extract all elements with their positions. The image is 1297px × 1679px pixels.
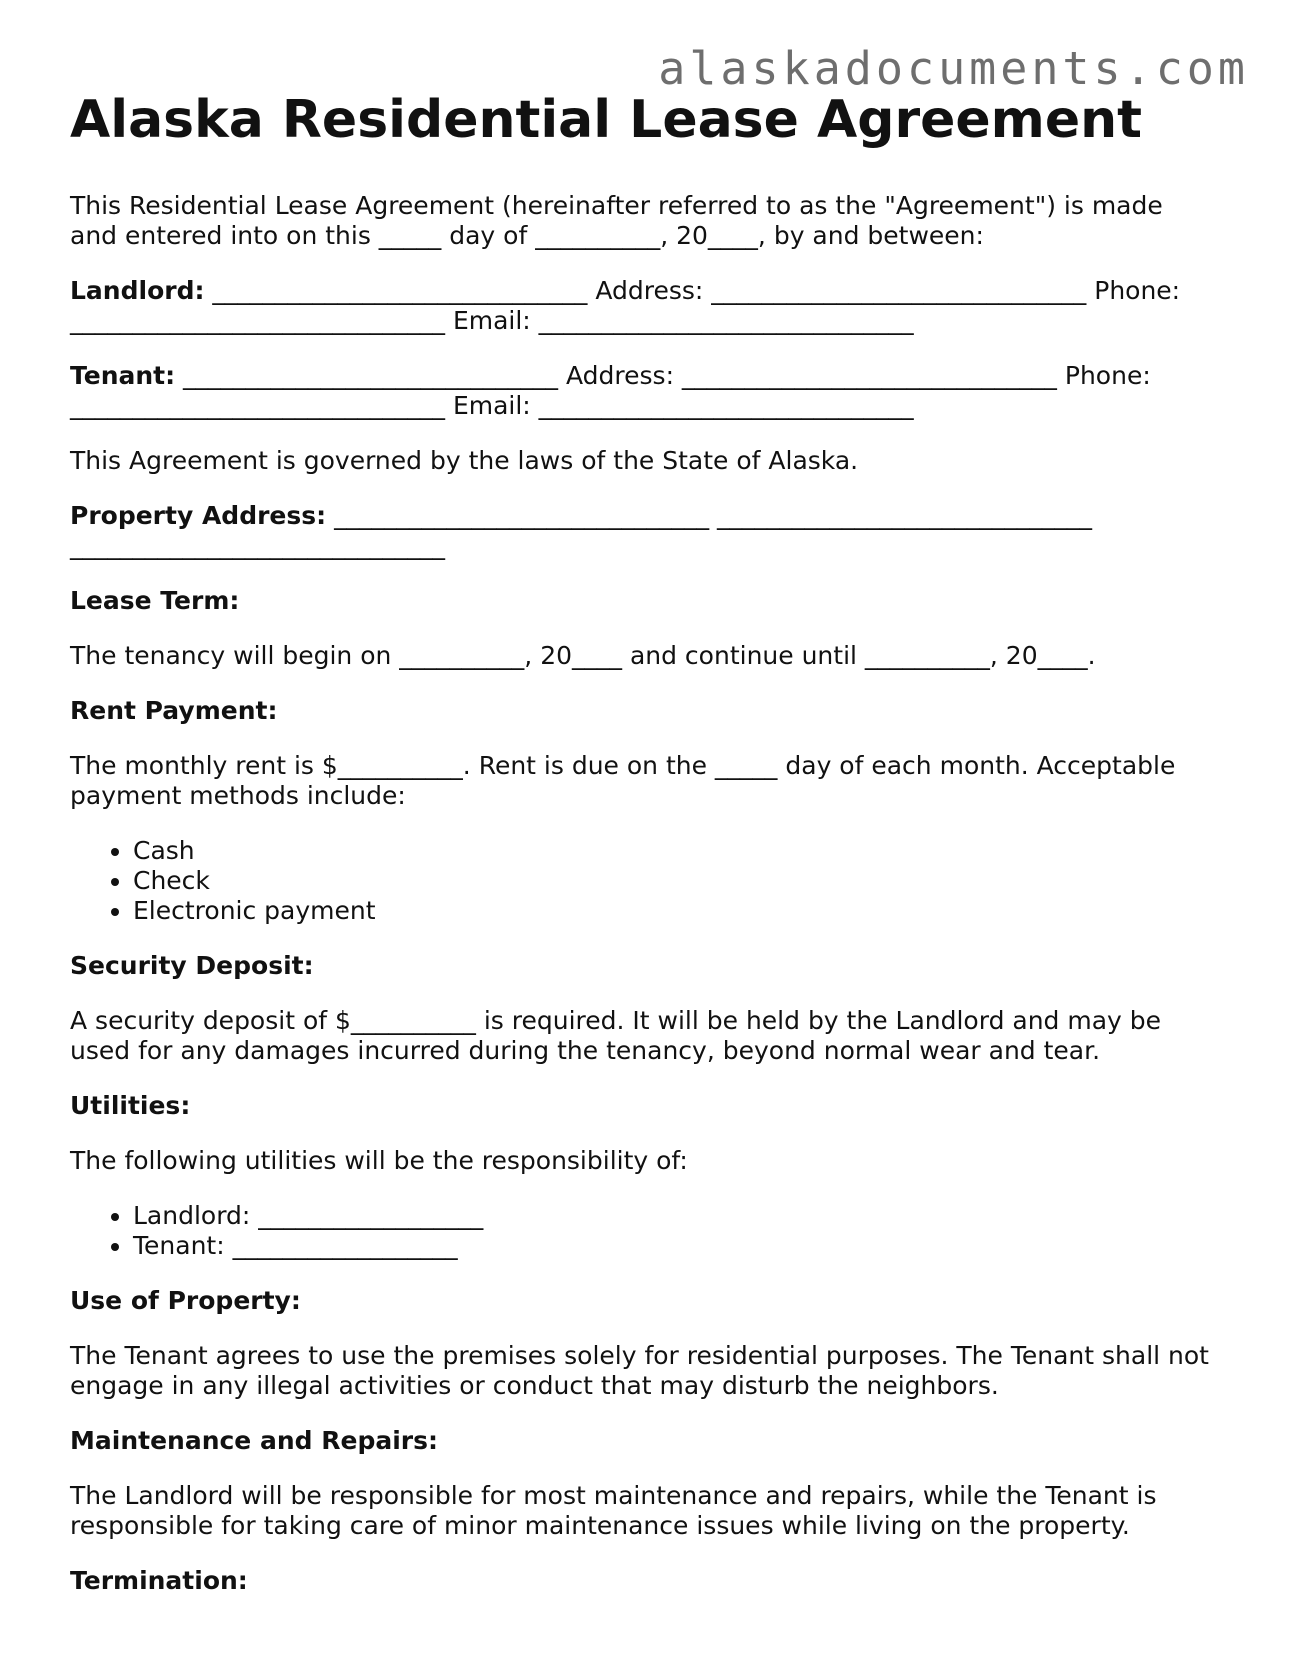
intro-line-2: and entered into on this _____ day of __________, 20____, by and between:	[70, 221, 984, 250]
intro-line-1: This Residential Lease Agreement (hereinafter referred to as the "Agreement") is made	[70, 191, 1163, 220]
document-title: Alaska Residential Lease Agreement	[70, 90, 1142, 150]
rent-paragraph	[70, 751, 1235, 811]
use-heading: Use of Property:	[70, 1286, 301, 1315]
list-item: • Electronic payment	[133, 896, 1235, 926]
deposit-line-2: used for any damages incurred during the tenancy, beyond normal wear and tear.	[70, 1036, 1101, 1065]
rent-heading: Rent Payment:	[70, 696, 278, 725]
site-watermark: alaskadocuments.com	[658, 42, 1249, 95]
landlord-fields-line-1: ______________________________ Address: ______________________________ Phone:	[204, 276, 1181, 305]
deposit-line-1: A security deposit of $__________ is required. It will be held by the Landlord and may be	[70, 1006, 1162, 1035]
tenant-fields-line-1: ______________________________ Address: ______________________________ Phone:	[175, 361, 1151, 390]
landlord-label: Landlord:	[70, 276, 205, 305]
list-item: • Cash	[133, 836, 1235, 866]
document-page	[70, 85, 1235, 1621]
landlord-block	[70, 276, 1235, 336]
payment-methods-list	[70, 836, 1235, 926]
deposit-paragraph	[70, 1006, 1235, 1066]
rent-line-2: payment methods include:	[70, 781, 406, 810]
landlord-fields-line-2: ______________________________ Email: ______________________________	[70, 306, 914, 335]
deposit-heading: Security Deposit:	[70, 951, 314, 980]
termination-heading: Termination:	[70, 1566, 248, 1595]
utilities-heading: Utilities:	[70, 1091, 191, 1120]
list-item: • Landlord: __________________	[133, 1201, 1235, 1231]
rent-line-1: The monthly rent is $__________. Rent is due on the _____ day of each month. Acceptable	[70, 751, 1176, 780]
use-line-1: The Tenant agrees to use the premises solely for residential purposes. The Tenant shall not	[70, 1341, 1209, 1370]
list-item: • Check	[133, 866, 1235, 896]
tenant-fields-line-2: ______________________________ Email: ______________________________	[70, 391, 914, 420]
list-item: • Tenant: __________________	[133, 1231, 1235, 1261]
tenant-block	[70, 361, 1235, 421]
utilities-text: The following utilities will be the responsibility of:	[70, 1146, 688, 1175]
property-address-line-1: ______________________________ ______________________________	[326, 501, 1093, 530]
use-line-2: engage in any illegal activities or conduct that may disturb the neighbors.	[70, 1371, 999, 1400]
lease-term-heading: Lease Term:	[70, 586, 240, 615]
intro-paragraph	[70, 191, 1235, 251]
maintenance-line-1: The Landlord will be responsible for most maintenance and repairs, while the Tenant is	[70, 1481, 1157, 1510]
property-address-label: Property Address:	[70, 501, 327, 530]
maintenance-heading: Maintenance and Repairs:	[70, 1426, 438, 1455]
utilities-list	[70, 1201, 1235, 1261]
maintenance-paragraph	[70, 1481, 1235, 1541]
property-address-line-2: ______________________________	[70, 531, 445, 560]
use-paragraph	[70, 1341, 1235, 1401]
governing-law: This Agreement is governed by the laws of the State of Alaska.	[70, 446, 859, 475]
lease-term-text: The tenancy will begin on __________, 20____ and continue until __________, 20____.	[70, 641, 1096, 670]
maintenance-line-2: responsible for taking care of minor maintenance issues while living on the property.	[70, 1511, 1130, 1540]
property-address-block	[70, 501, 1235, 561]
tenant-label: Tenant:	[70, 361, 176, 390]
